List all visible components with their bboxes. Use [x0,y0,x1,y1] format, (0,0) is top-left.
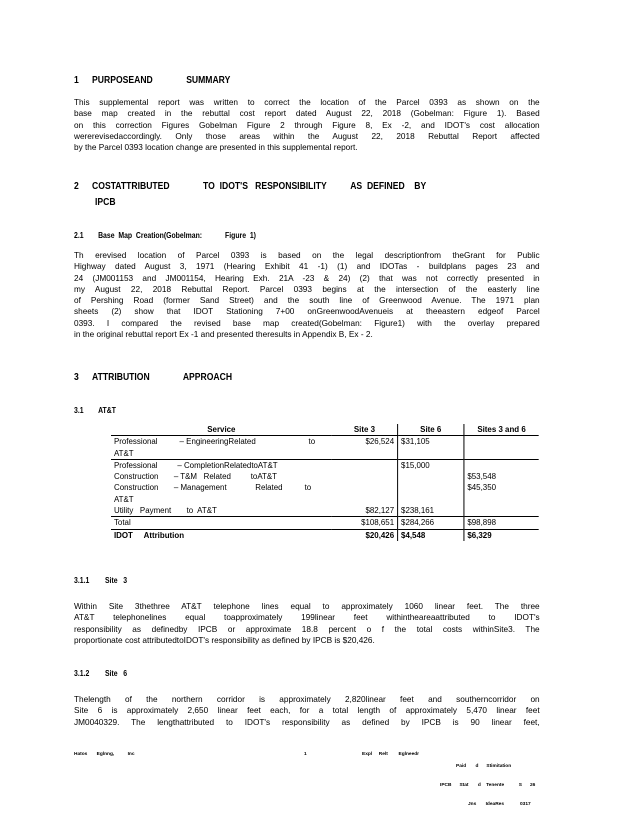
paragraph-line: in the original rebuttal report Ex -1 and presented theresults in Appendix B, Ex - 2. [74,329,373,340]
paragraph-line: AT&T telephonelines equal toapproximately 199linear feet withintheareaattributed to IDOT's [74,612,540,623]
paragraph-line: my August 22, 2018 Rebuttal Report. Parcel 0393 begins at the intersection of the easterly line [74,283,540,294]
blank-line [401,494,460,505]
section-3-heading [74,371,232,384]
site-6-cell [398,459,464,516]
section-number: 1 [74,75,79,86]
paragraph-line: 0393. I compared the revised base map created(Gobelman: Figure1) with the overlay prepared [74,317,540,328]
site-6-value: $15,000 [401,460,430,470]
service-cell [111,436,332,460]
site-6-value: $284,266 [398,517,464,529]
service-line: Utility Payment to AT&T [113,506,217,516]
table-row [111,436,539,460]
subsection-title: Base Map Creation(Gobelman: Figure 1) [98,231,256,240]
section-number: 2 [74,181,79,192]
table-row-total [111,517,539,529]
paragraph-line: Site 6 is approximately 2,650 linear feet each, for a total length of approximately 5,470 linear feet [74,705,540,716]
service-cell [111,459,332,516]
paragraph-line: on this correction Figures Gobelman Figure 2 through Figure 8, Ex -2, and IDOT's cost allocation [74,119,540,130]
paragraph-line: of Pershing Road (former Sand Street) and the south line of Greenwood Avenue. The 1971 plan [74,295,540,306]
table-header-row [111,424,539,436]
blank-line [401,471,460,482]
service-line: Construction – Management Related to [113,483,312,493]
subsection-number: 3.1.1 [74,576,90,585]
subsection-number: 3.1.2 [74,669,90,678]
subsection-3-1-2-paragraph [74,694,540,728]
footer-case-line: IPCB Stat d Tenente S 26 [440,783,536,789]
section-2-heading-cont [95,196,116,209]
subsection-3-1-1-paragraph [74,601,540,646]
sites-3-6-cell [464,459,539,516]
header-site-3: Site 3 [332,424,398,436]
section-2-heading [74,180,426,193]
section-title: PURPOSEAND SUMMARY [92,75,231,86]
subsection-3-1-heading [74,406,116,417]
sites-3-6-value: $98,898 [464,517,539,529]
site-3-value: $20,426 [332,529,398,541]
service-line: AT&T [113,448,134,458]
subsection-3-1-2-heading [74,669,127,680]
site-6-value: $238,161 [401,506,435,516]
blank-line [467,460,535,471]
header-site-6: Site 6 [398,424,464,436]
service-line: AT&T [113,494,134,504]
paragraph-line: wererevisedaccordingly. Only those areas within the August 22, 2018 Rebuttal Report affected [74,130,540,141]
site-6-value: $31,105 [398,436,464,460]
service-line: Professional – EngineeringRelated to [113,437,316,447]
footer-case-line: Jns IdeaRes 0317 [468,801,531,807]
table-row-idot-attribution [111,529,539,541]
paragraph-line: JM0040329. The lengthattributed to IDOT's responsibility as defined by IPCB is 90 linear feet, [74,716,540,727]
paragraph-line: Th erevised location of Parcel 0393 is based on the legal descriptionfrom theGrant for Public [74,250,540,260]
table-row [111,459,539,516]
paragraph-line: responsibility as definedby IPCB or approximate 18.8 percent o f the total costs withinSite3. The [74,623,540,634]
sites-3-6-value: $45,350 [467,483,497,493]
section-1-heading [74,74,230,87]
sites-3-6-value [464,436,539,460]
subsection-number: 3.1 [74,406,84,415]
site-3-value: $108,651 [332,517,398,529]
subsection-2-1-paragraph [74,250,540,340]
footer-report-title: Expl Relt Eglneedr [362,752,420,757]
paragraph-line: sheets (2) show that IDOT Stationing 7+00 onGreenwoodAvenueis at theeastern edgeof Parcel [74,306,540,317]
footer-page-number: 1 [304,752,307,757]
footer-company: Hatos Eglnng, Inc [74,752,135,757]
subsection-3-1-1-heading [74,576,127,587]
paragraph-line: Thelength of the northern corridor is approximately 2,820linear feet and southerncorridor on [74,694,540,704]
section-title: ATTRIBUTION APPROACH [92,372,233,383]
paragraph-line: Within Site 3thethree AT&T telephone lines equal to approximately 1060 linear feet. The three [74,601,540,611]
site-3-value: $26,524 [332,436,398,460]
service-cell: IDOT Attribution [111,529,332,541]
section-number: 3 [74,372,79,383]
paragraph-line: proportionate cost attributedtoIDOT's responsibility as defined by IPCB is $20,426. [74,634,375,645]
section-title-cont: IPCB [95,197,116,208]
subsection-title: Site 3 [104,576,128,585]
header-service: Service [111,424,332,436]
paragraph-line: This supplemental report was written to correct the location of the Parcel 0393 as shown on the [74,97,540,107]
blank-line [401,482,460,493]
sites-3-6-value: $6,329 [464,529,539,541]
subsection-2-1-heading [74,231,256,242]
paragraph-line: 24 (JM001153 and JM001154, Hearing Exh. 21A -23 & 24) (2) that was not correctly presented in [74,272,540,283]
footer-case-line: Paid d Stimitation [456,764,512,770]
subsection-number: 2.1 [74,231,84,240]
site-3-value: $82,127 [332,459,398,516]
att-cost-table [111,424,539,541]
section-1-paragraph [74,97,540,153]
subsection-title: Site 6 [104,669,128,678]
service-line: Professional – CompletionRelatedtoAT&T [113,460,278,470]
sites-3-6-value: $53,548 [467,472,497,482]
paragraph-line: Highway dated August 3, 1971 (Hearing Exhibit 41 -1) (1) and IDOTas - buildplans pages 23 and [74,261,540,272]
paragraph-line: base map created in the rebuttal cost report dated August 22, 2018 (Gobelman: Figure 1). Based [74,108,540,119]
header-sites-3-and-6: Sites 3 and 6 [464,424,539,436]
footer-case-info [440,752,535,820]
section-title: COSTATTRIBUTED TO IDOT'S RESPONSIBILITY AS DEFINED BY [92,181,427,192]
site-6-value: $4,548 [398,529,464,541]
paragraph-line: by the Parcel 0393 location change are presented in this supplemental report. [74,142,358,153]
service-line: Construction – T&M Related toAT&T [113,472,277,482]
service-cell: Total [111,517,332,529]
subsection-title: AT&T [98,406,116,415]
